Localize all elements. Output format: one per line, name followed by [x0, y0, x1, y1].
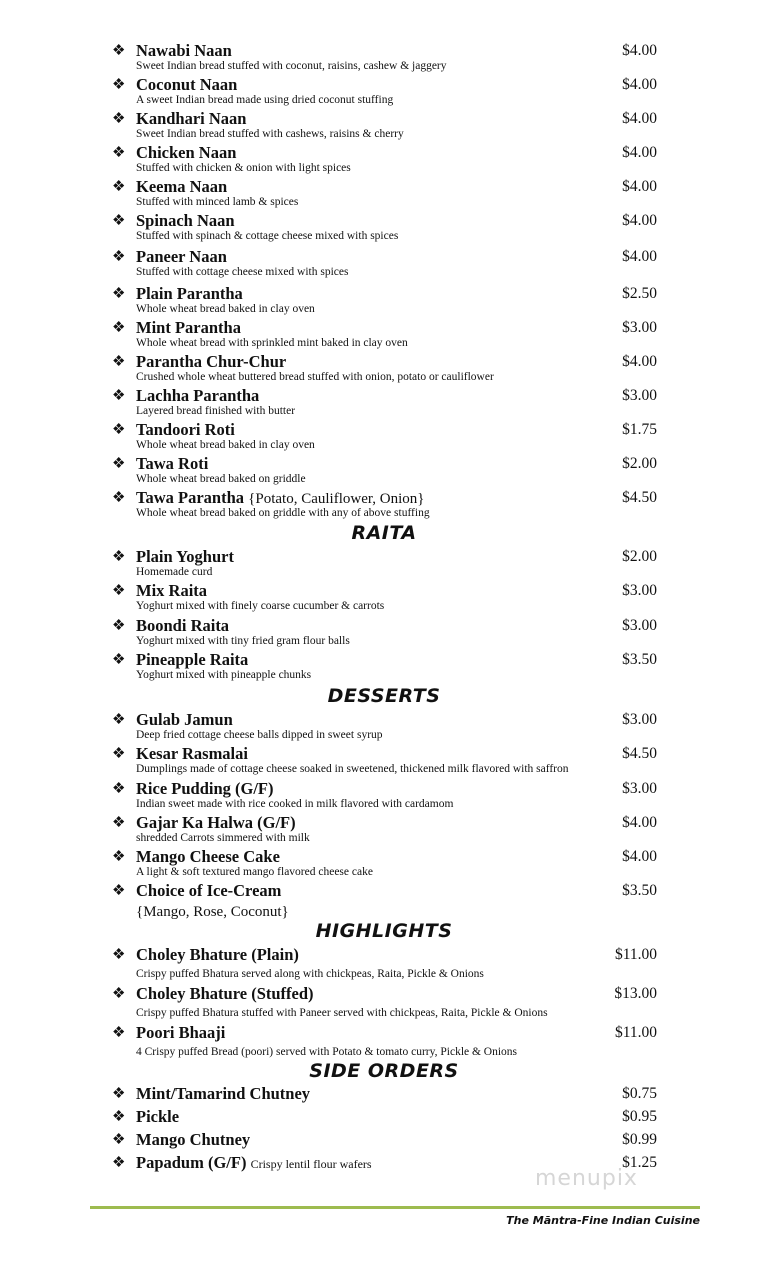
item-description: Stuffed with spinach & cottage cheese mixed with spices: [136, 230, 399, 242]
item-name: Kesar Rasmalai: [136, 744, 248, 763]
watermark: menupix: [535, 1166, 638, 1191]
bullet-icon: ❖: [112, 43, 126, 59]
item-price: $4.00: [622, 814, 657, 831]
item-description: Whole wheat bread with sprinkled mint baked in clay oven: [136, 337, 408, 349]
item-name: Plain Parantha: [136, 284, 243, 303]
bullet-icon: ❖: [112, 849, 126, 865]
item-price: $11.00: [614, 946, 657, 963]
item-name-text: Papadum (G/F): [136, 1153, 247, 1172]
item-description: Yoghurt mixed with finely coarse cucumber & carrots: [136, 600, 385, 612]
item-price: $0.99: [622, 1131, 657, 1148]
item-name: Choley Bhature (Stuffed): [136, 984, 314, 1003]
item-name: Keema Naan: [136, 177, 228, 196]
bullet-icon: ❖: [112, 815, 126, 831]
item-description: Stuffed with chicken & onion with light spices: [136, 162, 351, 174]
bullet-icon: ❖: [112, 213, 126, 229]
item-name: Pineapple Raita: [136, 650, 249, 669]
item-description: 4 Crispy puffed Bread (poori) served with Potato & tomato curry, Pickle & Onions: [136, 1046, 518, 1058]
item-name: Mango Chutney: [136, 1130, 251, 1149]
item-description: Yoghurt mixed with pineapple chunks: [136, 669, 312, 681]
item-description: Whole wheat bread baked in clay oven: [136, 439, 315, 451]
item-name: Nawabi Naan: [136, 41, 232, 60]
bullet-icon: ❖: [112, 781, 126, 797]
item-price: $4.00: [622, 42, 657, 59]
item-price: $3.00: [622, 711, 657, 728]
item-description: Stuffed with cottage cheese mixed with spices: [136, 266, 349, 278]
bullet-icon: ❖: [112, 712, 126, 728]
item-description: Sweet Indian bread stuffed with coconut, raisins, cashew & jaggery: [136, 60, 447, 72]
item-description: Stuffed with minced lamb & spices: [136, 196, 299, 208]
footer-divider: [90, 1206, 700, 1209]
bullet-icon: ❖: [112, 1025, 126, 1041]
item-flavors: {Mango, Rose, Coconut}: [136, 904, 289, 920]
item-options: {Potato, Cauliflower, Onion}: [248, 491, 425, 507]
item-price: $4.00: [622, 178, 657, 195]
bullet-icon: ❖: [112, 320, 126, 336]
bullet-icon: ❖: [112, 986, 126, 1002]
item-name-text: Tawa Parantha: [136, 488, 245, 507]
item-name: Tawa Roti: [136, 454, 209, 473]
item-description: shredded Carrots simmered with milk: [136, 832, 310, 844]
item-price: $11.00: [614, 1024, 657, 1041]
item-price: $3.00: [622, 582, 657, 599]
item-price: $3.50: [622, 882, 657, 899]
item-name: [136, 1153, 372, 1174]
item-price: $1.25: [622, 1154, 657, 1171]
item-description: Sweet Indian bread stuffed with cashews, raisins & cherry: [136, 128, 404, 140]
item-price: $1.75: [622, 421, 657, 438]
bullet-icon: ❖: [112, 354, 126, 370]
item-price: $3.00: [622, 617, 657, 634]
bullet-icon: ❖: [112, 883, 126, 899]
item-description: Crushed whole wheat buttered bread stuffed with onion, potato or cauliflower: [136, 371, 494, 383]
item-name: Mango Cheese Cake: [136, 847, 280, 866]
bullet-icon: ❖: [112, 618, 126, 634]
bullet-icon: ❖: [112, 286, 126, 302]
item-price: $2.00: [622, 455, 657, 472]
item-name: Rice Pudding (G/F): [136, 779, 274, 798]
bullet-icon: ❖: [112, 1109, 126, 1125]
item-name: Mix Raita: [136, 581, 208, 600]
bullet-icon: ❖: [112, 1086, 126, 1102]
item-price: $4.00: [622, 248, 657, 265]
item-name: Lachha Parantha: [136, 386, 260, 405]
bullet-icon: ❖: [112, 652, 126, 668]
item-price: $4.00: [622, 110, 657, 127]
item-description: A sweet Indian bread made using dried coconut stuffing: [136, 94, 394, 106]
section-title-side-orders: SIDE ORDERS: [309, 1060, 459, 1082]
item-price: $4.00: [622, 144, 657, 161]
item-description: Yoghurt mixed with tiny fried gram flour balls: [136, 635, 350, 647]
item-name: Chicken Naan: [136, 143, 237, 162]
item-price: $4.50: [622, 745, 657, 762]
section-title-raita: RAITA: [351, 522, 417, 544]
bullet-icon: ❖: [112, 77, 126, 93]
item-description: Indian sweet made with rice cooked in milk flavored with cardamom: [136, 798, 454, 810]
bullet-icon: ❖: [112, 179, 126, 195]
item-price: $0.95: [622, 1108, 657, 1125]
item-name: Tandoori Roti: [136, 420, 235, 439]
item-price: $3.00: [622, 387, 657, 404]
item-price: $13.00: [614, 985, 657, 1002]
item-description: Crispy puffed Bhatura served along with chickpeas, Raita, Pickle & Onions: [136, 968, 484, 980]
item-name: Parantha Chur-Chur: [136, 352, 287, 371]
item-description: Whole wheat bread baked on griddle: [136, 473, 306, 485]
item-description: Crispy puffed Bhatura stuffed with Paneer served with chickpeas, Raita, Pickle & Onions: [136, 1007, 548, 1019]
item-name: Mint/Tamarind Chutney: [136, 1084, 311, 1103]
bullet-icon: ❖: [112, 145, 126, 161]
bullet-icon: ❖: [112, 1155, 126, 1171]
item-price: $3.00: [622, 780, 657, 797]
item-description: Crispy lentil flour wafers: [250, 1157, 372, 1171]
item-description: A light & soft textured mango flavored cheese cake: [136, 866, 373, 878]
bullet-icon: ❖: [112, 746, 126, 762]
item-price: $4.00: [622, 212, 657, 229]
item-name: Coconut Naan: [136, 75, 238, 94]
item-name: Kandhari Naan: [136, 109, 247, 128]
item-description: Whole wheat bread baked in clay oven: [136, 303, 315, 315]
item-price: $2.50: [622, 285, 657, 302]
bullet-icon: ❖: [112, 111, 126, 127]
item-name: Gajar Ka Halwa (G/F): [136, 813, 296, 832]
footer-restaurant-name: The Māntra-Fine Indian Cuisine: [506, 1214, 700, 1227]
item-price: $4.00: [622, 76, 657, 93]
item-price: $4.50: [622, 489, 657, 506]
item-price: $4.00: [622, 848, 657, 865]
item-name: Paneer Naan: [136, 247, 227, 266]
item-price: $3.50: [622, 651, 657, 668]
item-name: Boondi Raita: [136, 616, 230, 635]
item-name: Choice of Ice-Cream: [136, 881, 282, 900]
bullet-icon: ❖: [112, 549, 126, 565]
item-name: Poori Bhaaji: [136, 1023, 226, 1042]
item-price: $4.00: [622, 353, 657, 370]
item-price: $3.00: [622, 319, 657, 336]
item-name: Spinach Naan: [136, 211, 235, 230]
item-name: Choley Bhature (Plain): [136, 945, 299, 964]
bullet-icon: ❖: [112, 490, 126, 506]
section-title-highlights: HIGHLIGHTS: [315, 920, 453, 942]
bullet-icon: ❖: [112, 388, 126, 404]
bullet-icon: ❖: [112, 249, 126, 265]
item-description: Dumplings made of cottage cheese soaked in sweetened, thickened milk flavored with saffron: [136, 763, 569, 775]
item-description: Homemade curd: [136, 566, 213, 578]
item-name: Pickle: [136, 1107, 180, 1126]
item-name: Mint Parantha: [136, 318, 241, 337]
item-description: Whole wheat bread baked on griddle with any of above stuffing: [136, 507, 430, 519]
item-name: Plain Yoghurt: [136, 547, 234, 566]
bullet-icon: ❖: [112, 456, 126, 472]
item-name: Gulab Jamun: [136, 710, 233, 729]
bullet-icon: ❖: [112, 1132, 126, 1148]
bullet-icon: ❖: [112, 947, 126, 963]
item-description: Layered bread finished with butter: [136, 405, 296, 417]
item-price: $2.00: [622, 548, 657, 565]
bullet-icon: ❖: [112, 583, 126, 599]
item-description: Deep fried cottage cheese balls dipped in sweet syrup: [136, 729, 383, 741]
bullet-icon: ❖: [112, 422, 126, 438]
section-title-desserts: DESSERTS: [327, 685, 441, 707]
item-price: $0.75: [622, 1085, 657, 1102]
